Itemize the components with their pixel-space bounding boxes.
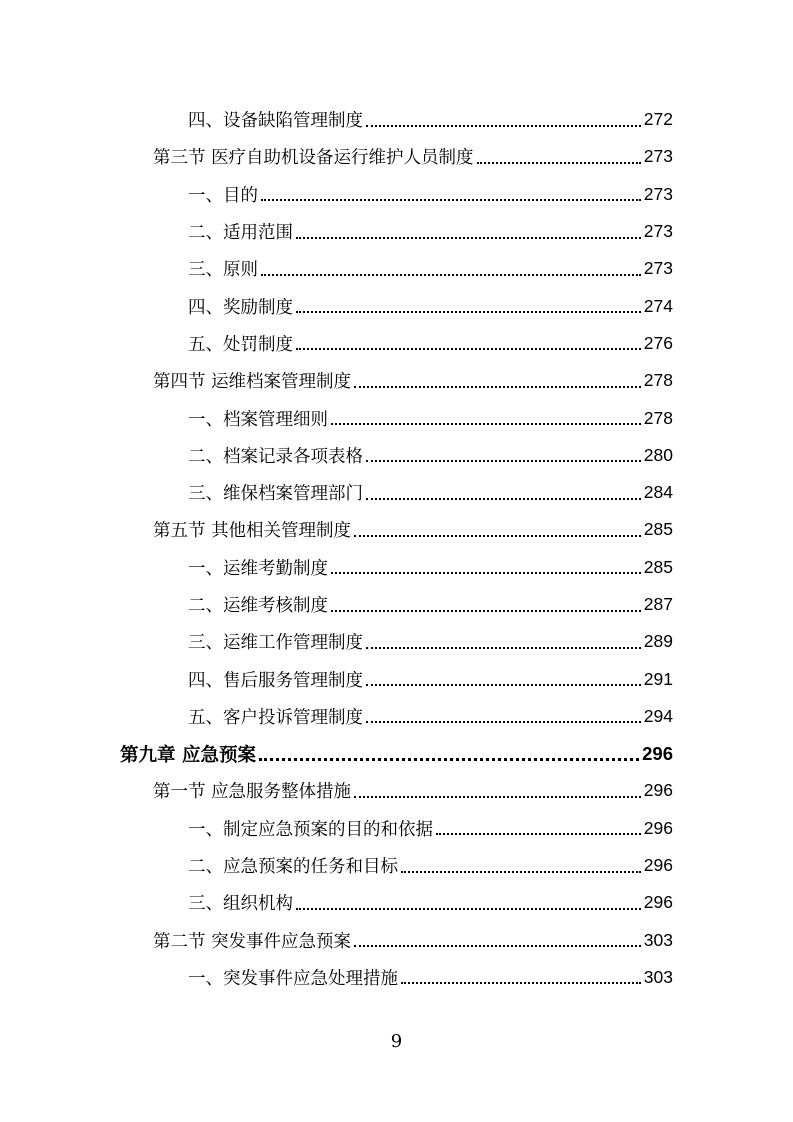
toc-entry-title: 一、运维考勤制度: [188, 558, 328, 579]
toc-entry-page: 296: [643, 817, 673, 838]
toc-entry[interactable]: [0, 213, 673, 250]
toc-entry-title: 第五节 其他相关管理制度: [153, 521, 352, 542]
dot-leader: [331, 610, 641, 612]
table-of-contents: [0, 101, 793, 996]
toc-entry[interactable]: [0, 176, 673, 213]
dot-leader: [261, 274, 641, 276]
toc-entry[interactable]: [0, 623, 673, 660]
page-number: 9: [390, 1031, 403, 1052]
toc-entry-page: 296: [643, 892, 673, 913]
toc-entry[interactable]: [0, 325, 673, 362]
toc-entry[interactable]: [0, 959, 673, 996]
toc-entry[interactable]: [0, 660, 673, 697]
toc-entry-page: 289: [643, 631, 673, 652]
toc-entry-page: 291: [643, 668, 673, 689]
toc-entry[interactable]: [0, 138, 673, 175]
toc-entry[interactable]: [0, 847, 673, 884]
toc-entry-title: 二、档案记录各项表格: [188, 446, 363, 467]
dot-leader: [366, 460, 641, 462]
toc-entry-page: 273: [643, 183, 673, 204]
dot-leader: [296, 348, 641, 350]
toc-entry-title: 一、档案管理细则: [188, 409, 328, 430]
dot-leader: [436, 833, 641, 835]
toc-entry-title: 一、目的: [188, 185, 258, 206]
toc-entry-title: 五、处罚制度: [188, 334, 293, 355]
toc-entry-page: 285: [643, 556, 673, 577]
toc-entry[interactable]: [0, 250, 673, 287]
dot-leader: [366, 498, 641, 500]
toc-entry-title: 五、客户投诉管理制度: [188, 707, 363, 728]
dot-leader: [296, 237, 641, 239]
toc-entry-page: 273: [643, 221, 673, 242]
toc-entry[interactable]: [0, 362, 673, 399]
dot-leader: [354, 386, 641, 388]
toc-entry-title: 三、维保档案管理部门: [188, 484, 363, 505]
toc-entry-page: 273: [643, 146, 673, 167]
dot-leader: [296, 908, 641, 910]
toc-entry-page: 303: [643, 929, 673, 950]
toc-entry[interactable]: [0, 287, 673, 324]
dot-leader: [401, 982, 641, 984]
toc-entry-title: 四、设备缺陷管理制度: [188, 111, 363, 132]
toc-entry-title: 一、突发事件应急处理措施: [188, 968, 398, 989]
toc-entry-page: 276: [643, 332, 673, 353]
toc-entry[interactable]: [0, 101, 673, 138]
toc-entry-title: 二、应急预案的任务和目标: [188, 857, 398, 878]
toc-entry-page: 294: [643, 705, 673, 726]
toc-entry-title: 二、运维考核制度: [188, 596, 328, 616]
toc-entry[interactable]: [0, 549, 673, 586]
toc-entry-title: 四、售后服务管理制度: [188, 670, 363, 691]
toc-entry-title: 第一节 应急服务整体措施: [153, 782, 352, 803]
toc-entry[interactable]: [0, 772, 673, 809]
toc-entry-page: 284: [643, 482, 673, 503]
toc-entry[interactable]: [0, 586, 673, 623]
dot-leader: [366, 647, 641, 649]
dot-leader: [354, 535, 641, 537]
toc-entry[interactable]: [0, 698, 673, 735]
toc-entry-title: 第九章 应急预案: [120, 744, 256, 766]
toc-entry-title: 三、运维工作管理制度: [188, 633, 363, 654]
dot-leader: [354, 945, 641, 947]
toc-entry-title: 二、适用范围: [188, 223, 293, 244]
toc-entry[interactable]: [0, 399, 673, 436]
toc-entry-page: 274: [643, 295, 673, 316]
toc-entry-page: 296: [643, 855, 673, 876]
toc-entry-page: 278: [643, 370, 673, 391]
toc-entry[interactable]: [0, 474, 673, 511]
toc-entry-page: 278: [643, 407, 673, 428]
toc-entry-page: 280: [643, 444, 673, 465]
dot-leader: [401, 871, 641, 873]
toc-entry-title: 一、制定应急预案的目的和依据: [188, 819, 433, 840]
toc-entry-page: 285: [643, 519, 673, 540]
toc-entry-page: 303: [643, 966, 673, 987]
toc-entry-title: 第三节 医疗自助机设备运行维护人员制度: [153, 148, 474, 169]
toc-entry-title: 第四节 运维档案管理制度: [153, 372, 352, 393]
dot-leader: [331, 423, 641, 425]
toc-entry-title: 四、奖励制度: [188, 297, 293, 318]
toc-entry-page: 272: [643, 109, 673, 130]
toc-entry-title: 第二节 突发事件应急预案: [153, 931, 352, 952]
toc-entry-title: 三、组织机构: [188, 894, 293, 915]
dot-leader: [354, 796, 641, 798]
dot-leader: [366, 125, 641, 127]
toc-chapter-entry[interactable]: [0, 735, 673, 772]
dot-leader: [296, 311, 641, 313]
dot-leader: [261, 199, 641, 201]
toc-entry[interactable]: [0, 884, 673, 921]
dot-leader: [331, 572, 641, 574]
dot-leader: [259, 758, 639, 761]
dot-leader: [477, 162, 641, 164]
toc-entry[interactable]: [0, 511, 673, 548]
toc-entry-page: 296: [642, 742, 673, 764]
toc-entry[interactable]: [0, 922, 673, 959]
dot-leader: [366, 684, 641, 686]
toc-entry-page: 273: [643, 258, 673, 279]
dot-leader: [366, 721, 641, 723]
toc-entry[interactable]: [0, 437, 673, 474]
toc-entry-page: 296: [643, 780, 673, 801]
toc-entry[interactable]: [0, 810, 673, 847]
toc-entry-title: 三、原则: [188, 260, 258, 281]
toc-entry-page: 287: [643, 594, 673, 614]
